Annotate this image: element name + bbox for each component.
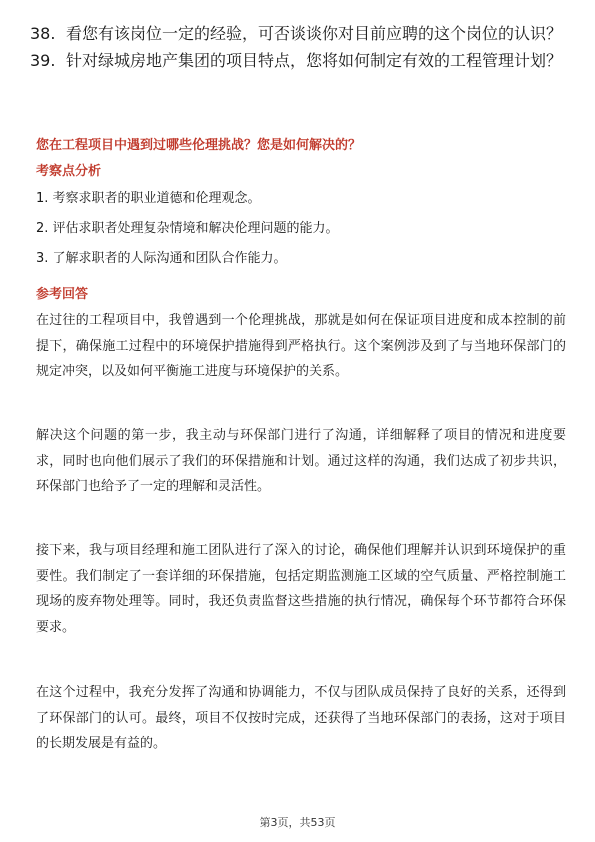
interview-question-title: 您在工程项目中遇到过哪些伦理挑战？您是如何解决的？ bbox=[36, 138, 362, 153]
analysis-heading: 考察点分析 bbox=[36, 164, 102, 179]
answer-paragraph: 解决这个问题的第一步，我主动与环保部门进行了沟通，详细解释了项目的情况和进度要求，同时也向他们展示了我们的环保措施和计划。通过这样的沟通，我们达成了初步共识，环保部门也给予了一定的理解和灵活性。 bbox=[36, 428, 566, 494]
question-text: 针对绿城房地产集团的项目特点，您将如何制定有效的工程管理计划？ bbox=[66, 51, 563, 70]
analysis-item: 3. 了解求职者的人际沟通和团队合作能力。 bbox=[36, 251, 287, 266]
question-item bbox=[30, 49, 570, 72]
question-item bbox=[30, 22, 570, 45]
answer-paragraph: 在过往的工程项目中，我曾遇到一个伦理挑战，那就是如何在保证项目进度和成本控制的前提下，确保施工过程中的环境保护措施得到严格执行。这个案例涉及到了与当地环保部门的规定冲突，以及如何平衡施工进度与环境保护的关系。 bbox=[36, 313, 566, 379]
question-number: 39. bbox=[30, 51, 56, 70]
analysis-item: 2. 评估求职者处理复杂情境和解决伦理问题的能力。 bbox=[36, 221, 339, 236]
answer-heading: 参考回答 bbox=[36, 287, 89, 302]
answer-paragraph: 在这个过程中，我充分发挥了沟通和协调能力，不仅与团队成员保持了良好的关系，还得到了环保部门的认可。最终，项目不仅按时完成，还获得了当地环保部门的表扬，这对于项目的长期发展是有益的。 bbox=[36, 685, 566, 751]
question-number: 38. bbox=[30, 24, 56, 43]
question-list bbox=[30, 22, 570, 76]
page-footer: 第3页，共53页 bbox=[259, 816, 336, 829]
answer-paragraph: 接下来，我与项目经理和施工团队进行了深入的讨论，确保他们理解并认识到环境保护的重要性。我们制定了一套详细的环保措施，包括定期监测施工区域的空气质量、严格控制施工现场的废弃物处理等。同时，我还负责监督这些措施的执行情况，确保每个环节都符合环保要求。 bbox=[36, 543, 566, 635]
analysis-item: 1. 考察求职者的职业道德和伦理观念。 bbox=[36, 191, 261, 206]
question-text: 看您有该岗位一定的经验，可否谈谈你对目前应聘的这个岗位的认识？ bbox=[66, 24, 563, 43]
